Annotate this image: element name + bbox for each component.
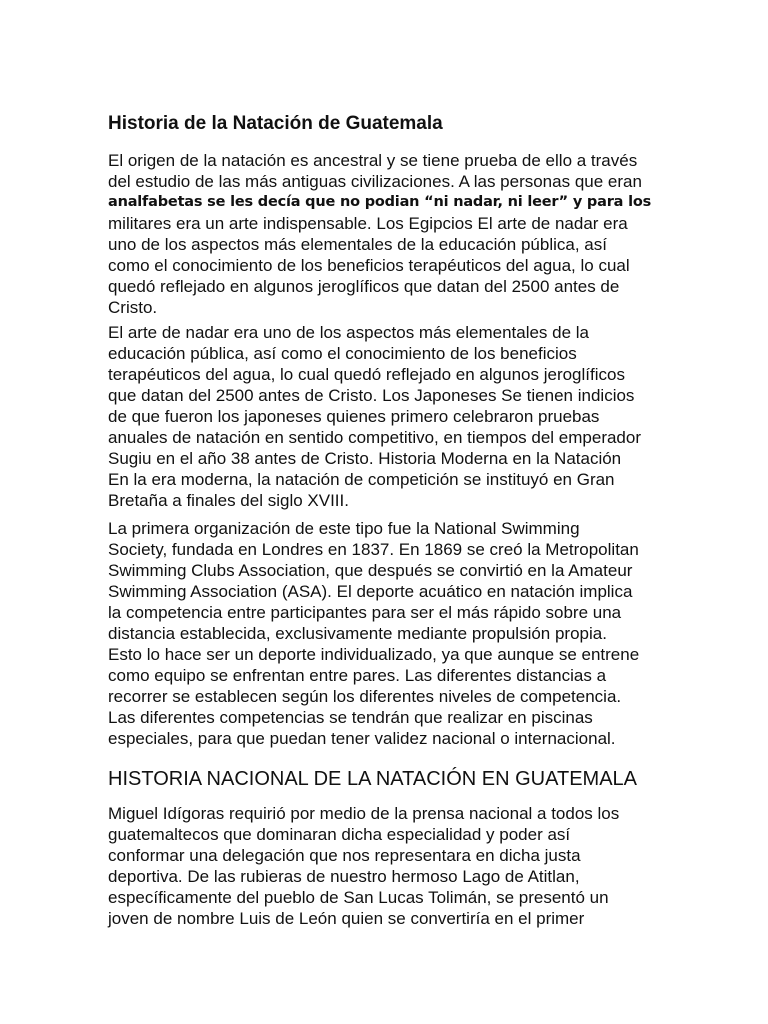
text-line: Swimming Association (ASA). El deporte acuático en natación implica — [108, 582, 633, 601]
paragraph-national-history — [108, 803, 619, 929]
document-title: Historia de la Natación de Guatemala — [108, 113, 443, 134]
text-line: Bretaña a finales del siglo XVIII. — [108, 491, 349, 510]
text-line: como equipo se enfrentan entre pares. Las diferentes distancias a — [108, 666, 607, 685]
text-line: de que fueron los japoneses quienes primero celebraron pruebas — [108, 407, 600, 426]
text-line: guatemaltecos que dominaran dicha especialidad y poder así — [108, 825, 571, 844]
text-line: Swimming Clubs Association, que después se convirtió en la Amateur — [108, 561, 633, 580]
text-line: recorrer se establecen según los diferentes niveles de competencia. — [108, 687, 622, 706]
text-line: terapéuticos del agua, lo cual quedó reflejado en algunos jeroglíficos — [108, 365, 625, 384]
text-line: del estudio de las más antiguas civilizaciones. A las personas que eran — [108, 172, 642, 191]
text-line: Esto lo hace ser un deporte individualizado, ya que aunque se entrene — [108, 645, 640, 664]
text-line: específicamente del pueblo de San Lucas Tolimán, se presentó un — [108, 888, 609, 907]
text-line: deportiva. De las rubieras de nuestro hermoso Lago de Atitlan, — [108, 867, 580, 886]
text-line: Sugiu en el año 38 antes de Cristo. Historia Moderna en la Natación — [108, 449, 622, 468]
paragraph-organization — [108, 518, 639, 749]
text-line: educación pública, así como el conocimiento de los beneficios — [108, 344, 577, 363]
text-line: militares era un arte indispensable. Los Egipcios El arte de nadar era — [108, 214, 628, 233]
text-line: uno de los aspectos más elementales de la educación pública, así — [108, 235, 607, 254]
text-line: anuales de natación en sentido competitivo, en tiempos del emperador — [108, 428, 642, 447]
text-line: En la era moderna, la natación de competición se instituyó en Gran — [108, 470, 615, 489]
text-line: Las diferentes competencias se tendrán que realizar en piscinas — [108, 708, 593, 727]
text-line: distancia establecida, exclusivamente mediante propulsión propia. — [108, 624, 607, 643]
text-line: Cristo. — [108, 298, 158, 317]
text-line: que datan del 2500 antes de Cristo. Los Japoneses Se tienen indicios — [108, 386, 635, 405]
text-line: la competencia entre participantes para ser el más rápido sobre una — [108, 603, 622, 622]
text-line: El arte de nadar era uno de los aspectos más elementales de la — [108, 323, 590, 342]
text-line: Miguel Idígoras requirió por medio de la prensa nacional a todos los — [108, 804, 620, 823]
text-line: especiales, para que puedan tener validez nacional o internacional. — [108, 729, 616, 748]
paragraph-ancient-art — [108, 322, 641, 511]
text-line: como el conocimiento de los beneficios terapéuticos del agua, lo cual — [108, 256, 630, 275]
text-line: La primera organización de este tipo fue la National Swimming — [108, 519, 580, 538]
text-line: El origen de la natación es ancestral y se tiene prueba de ello a través — [108, 151, 638, 170]
text-line: quedó reflejado en algunos jeroglíficos que datan del 2500 antes de — [108, 277, 620, 296]
section-heading: HISTORIA NACIONAL DE LA NATACIÓN EN GUATEMALA — [108, 768, 638, 790]
text-line-bold: analfabetas se les decía que no podian “ni nadar, ni leer” y para los — [108, 194, 652, 210]
text-line: joven de nombre Luis de León quien se convertiría en el primer — [108, 909, 585, 928]
text-line: conformar una delegación que nos representara en dicha justa — [108, 846, 581, 865]
paragraph-origin — [108, 150, 651, 318]
text-line: Society, fundada en Londres en 1837. En 1869 se creó la Metropolitan — [108, 540, 639, 559]
